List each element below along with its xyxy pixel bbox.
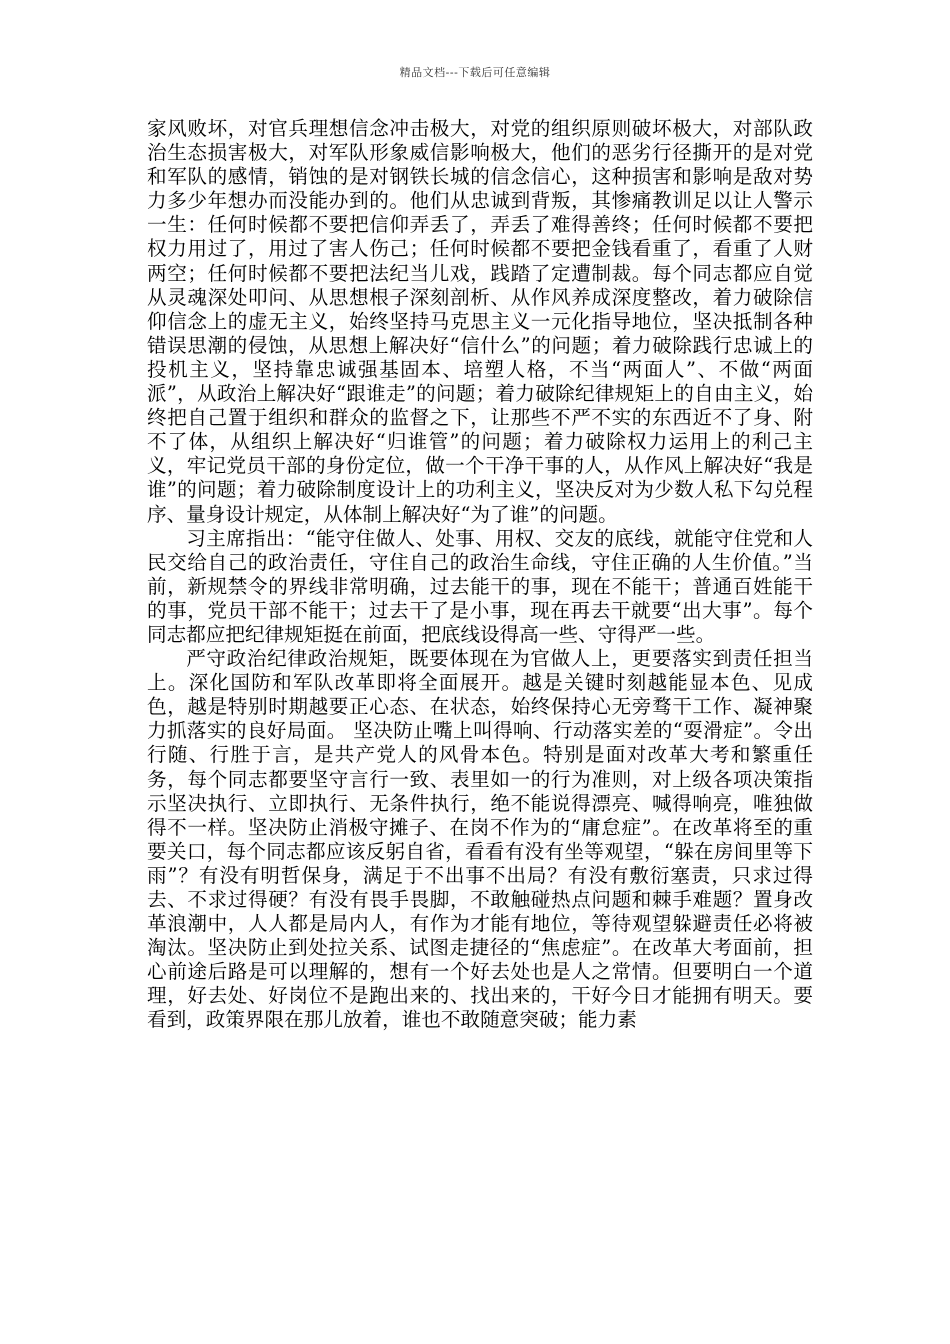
- paragraph-2: 习主席指出：“能守住做人、处事、用权、交友的底线，就能守住党和人民交给自己的政治责任，守住自己的政治生命线，守住正确的人生价值。”当前，新规禁令的界线非常明确，过去能干的事，现在不能干；普通百姓能干的事，党员干部不能干；过去干了是小事，现在再去干就要“出大事”。每个同志都应把纪律规矩挺在前面，把底线设得高一些、守得严一些。: [147, 526, 813, 646]
- paragraph-3: 严守政治纪律政治规矩，既要体现在为官做人上，更要落实到责任担当上。深化国防和军队改革即将全面展开。越是关键时刻越能显本色、见成色，越是特别时期越要正心态、在状态，始终保持心无旁骛干工作、凝神聚力抓落实的良好局面。 坚决防止嘴上叫得响、行动落实差的“耍滑症”。令出行随、行胜于言，是共产党人的风骨本色。特别是面对改革大考和繁重任务，每个同志都要坚守言行一致、表里如一的行为准则，对上级各项决策指示坚决执行、立即执行、无条件执行，绝不能说得漂亮、喊得响亮，唯独做得不一样。坚决防止消极守摊子、在岗不作为的“庸怠症”。在改革将至的重要关口，每个同志都应该反躬自省，看看有没有坐等观望，“躲在房间里等下雨”？有没有明哲保身，满足于不出事不出局？有没有敷衍塞责，只求过得去、不求过得硬？有没有畏手畏脚，不敢触碰热点问题和棘手难题？置身改革浪潮中，人人都是局内人，有作为才能有地位，等待观望躲避责任必将被淘汰。坚决防止到处拉关系、试图走捷径的“焦虑症”。在改革大考面前，担心前途后路是可以理解的，想有一个好去处也是人之常情。但要明白一个道理，好去处、好岗位不是跑出来的、找出来的，干好今日才能拥有明天。要看到，政策界限在那儿放着，谁也不敢随意突破；能力素: [147, 647, 813, 1032]
- paragraph-1: 家风败坏，对官兵理想信念冲击极大，对党的组织原则破坏极大，对部队政治生态损害极大，对军队形象威信影响极大，他们的恶劣行径撕开的是对党和军队的感情，销蚀的是对钢铁长城的信念信心，这种损害和影响是敌对势力多少年想办而没能办到的。他们从忠诚到背叛，其惨痛教训足以让人警示一生：任何时候都不要把信仰弄丢了，弄丢了难得善终；任何时候都不要把权力用过了，用过了害人伤己；任何时候都不要把金钱看重了，看重了人财两空；任何时候都不要把法纪当儿戏，践踏了定遭制裁。每个同志都应自觉从灵魂深处叩问、从思想根子深刻剖析、从作风养成深度整改，着力破除信仰信念上的虚无主义，始终坚持马克思主义一元化指导地位，坚决抵制各种错误思潮的侵蚀，从思想上解决好“信什么”的问题；着力破除践行忠诚上的投机主义，坚持靠忠诚强基固本、培塑人格，不当“两面人”、不做“两面派”，从政治上解决好“跟谁走”的问题；着力破除纪律规矩上的自由主义，始终把自己置于组织和群众的监督之下，让那些不严不实的东西近不了身、附不了体，从组织上解决好“归谁管”的问题；着力破除权力运用上的利己主义，牢记党员干部的身份定位，做一个干净干事的人，从作风上解决好“我是谁”的问题；着力破除制度设计上的功利主义，坚决反对为少数人私下勾兑程序、量身设计规定，从体制上解决好“为了谁”的问题。: [147, 117, 813, 526]
- document-body: [147, 117, 813, 1033]
- page-header: 精品文档---下载后可任意编辑: [399, 66, 551, 79]
